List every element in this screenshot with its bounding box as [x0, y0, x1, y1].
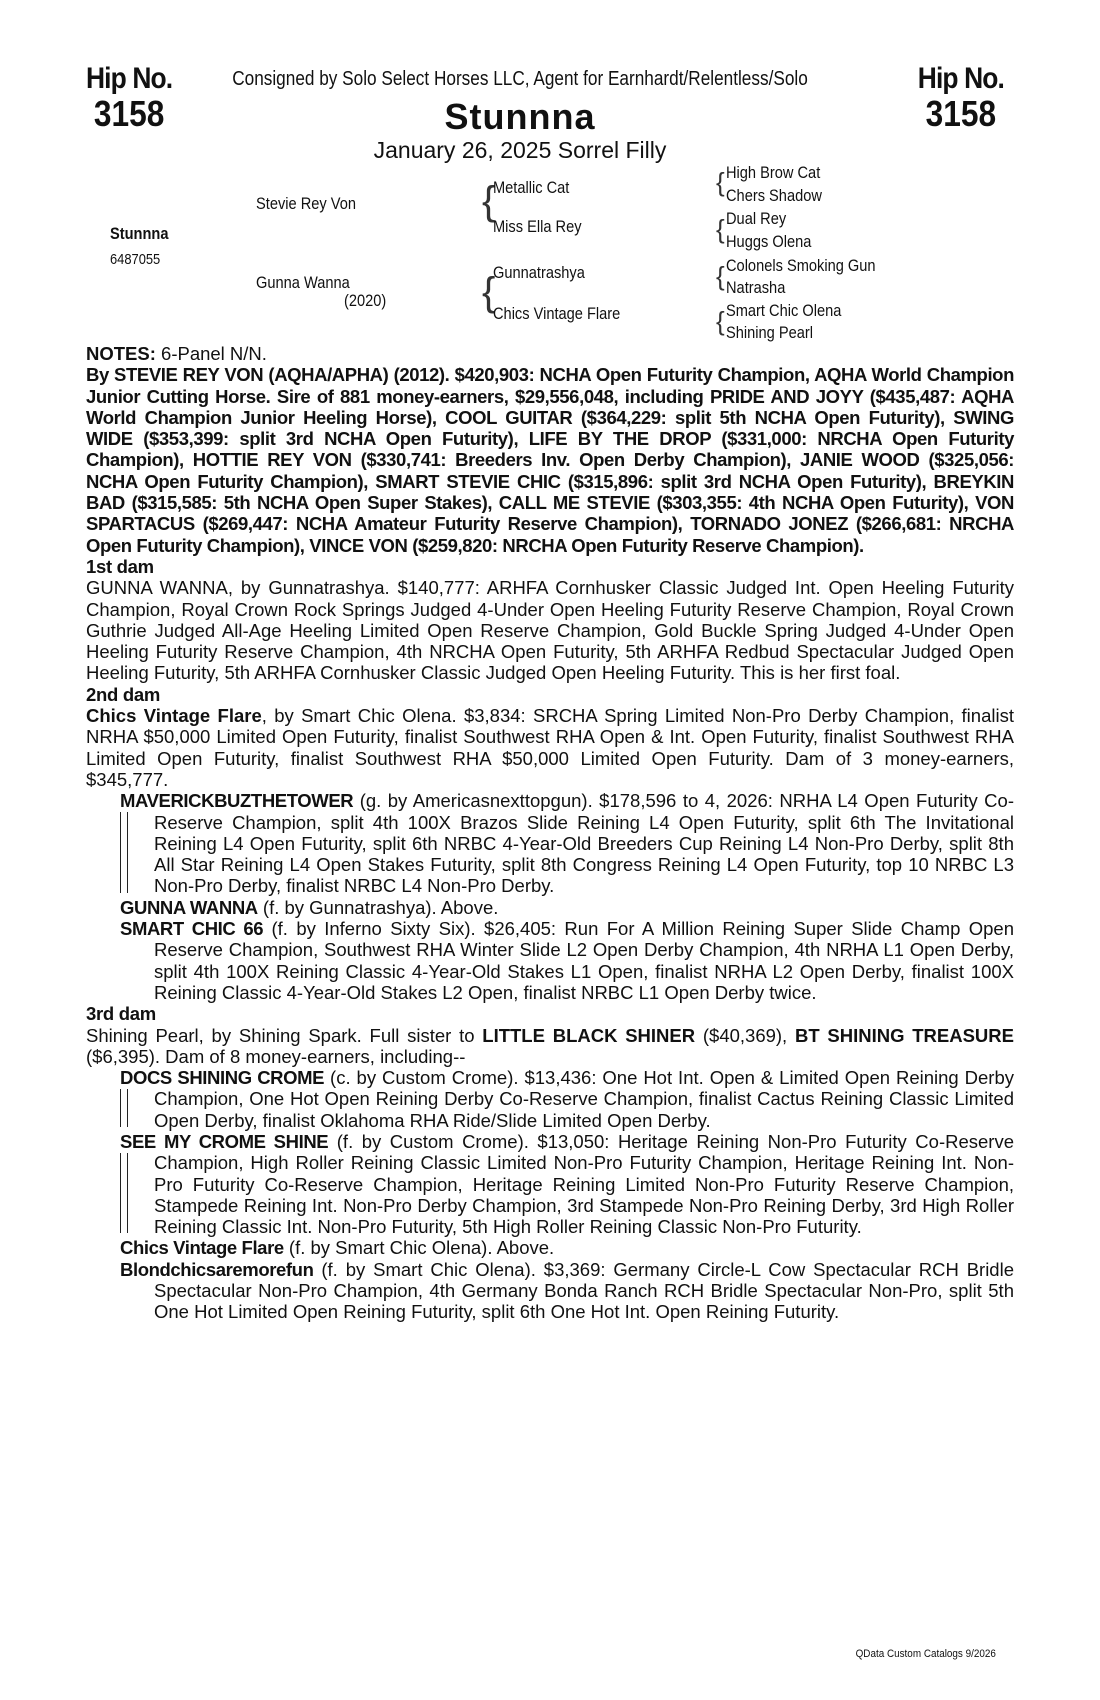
brace-icon: {: [482, 270, 496, 314]
produce-name: SEE MY CROME SHINE: [120, 1130, 329, 1152]
dam1-name: GUNNA WANNA: [86, 577, 228, 599]
produce-entry: [120, 1131, 1014, 1237]
dam2-paragraph: [86, 705, 1014, 790]
dam3-text: Shining Pearl, by Shining Spark. Full sister to: [86, 1024, 483, 1046]
produce-entry: [120, 918, 1014, 1003]
notes-label: NOTES:: [86, 343, 156, 364]
produce-text: (c. by Custom Crome). $13,436: One Hot Int. Open & Limited Open Reining Derby Champion, One Hot Open Reining Derby Co-Reserve Champion, finalist Cactus Reining Classic Limited Open Derby, finalist Oklahoma RHA Ride/Slide Limited Open Derby.: [154, 1067, 1014, 1131]
dam2-name: Chics Vintage Flare: [86, 705, 262, 727]
hip-number: 3158: [93, 93, 165, 134]
hip-label: Hip No.: [917, 62, 1004, 95]
horse-name-title: Stunnna: [444, 96, 596, 137]
stakes-bar-icon: [120, 1089, 128, 1127]
produce-name: Blondchicsaremorefun: [120, 1258, 314, 1280]
dam3-paragraph: [86, 1025, 1014, 1068]
dam3-sibling-name: LITTLE BLACK SHINER: [482, 1024, 696, 1046]
brace-icon: {: [716, 261, 725, 291]
brace-icon: {: [482, 179, 496, 223]
produce-entry: [120, 1259, 1014, 1323]
dam3-text: ($6,395). Dam of 8 money-earners, including--: [86, 1045, 466, 1067]
pedigree-g3: Dual Rey: [726, 209, 787, 228]
notes-line: [86, 343, 1014, 364]
produce-name: Chics Vintage Flare: [120, 1237, 284, 1259]
dam3-heading: 3rd dam: [86, 1003, 156, 1025]
dam3-sibling-name: BT SHINING TREASURE: [794, 1024, 1014, 1046]
pedigree-g4: Huggs Olena: [726, 232, 812, 251]
pedigree-g2: Chers Shadow: [726, 186, 822, 205]
produce-text: (f. by Custom Crome). $13,050: Heritage Reining Non-Pro Futurity Co-Reserve Champion, High Roller Reining Classic Limited Non-Pro Futurity Champion, Heritage Reining Int. Non-Pro Futurity Co-Reserve Champion, Heritage Reining Limited Non-Pro Futurity Reserve Champion, Stampede Reining Int. Non-Pro Derby Champion, 3rd Stampede Non-Pro Reining Derby, 3rd High Roller Reining Classic Int. Non-Pro Futurity, 5th High Roller Reining Classic Non-Pro Futurity.: [154, 1130, 1014, 1238]
dam2-heading: 2nd dam: [86, 683, 160, 705]
dam3-text: ($40,369),: [695, 1024, 795, 1046]
catalog-body: [86, 343, 1014, 1323]
produce-entry: [120, 1237, 1014, 1258]
pedigree-dam-dam: Chics Vintage Flare: [493, 304, 621, 323]
dam1-heading: 1st dam: [86, 555, 154, 577]
consignor-line: Consigned by Solo Select Horses LLC, Agent for Earnhardt/Relentless/Solo: [232, 68, 808, 90]
produce-text: (f. by Smart Chic Olena). $3,369: Germany Circle-L Cow Spectacular RCH Bridle Spectacular Non-Pro Champion, 4th Germany Bonda Ranch RCH Bridle Spectacular Non-Pro, split 5th One Hot Limited Open Reining Futurity, split 6th One Hot Int. Open Reining Futurity.: [154, 1258, 1014, 1323]
catalog-footer: QData Custom Catalogs 9/2026: [855, 1648, 996, 1660]
brace-icon: {: [716, 167, 725, 197]
pedigree-horse: Stunnna: [110, 224, 169, 243]
produce-name: DOCS SHINING CROME: [120, 1067, 325, 1089]
pedigree-reg-number: 6487055: [110, 251, 161, 268]
produce-text: (g. by Americasnexttopgun). $178,596 to 4, 2026: NRHA L4 Open Futurity Co-Reserve Champion, split 4th 100X Brazos Slide Reining L4 Open Futurity, split 6th The Invitational Reining L4 Open Futurity, split 6th NRBC 4-Year-Old Breeders Cup Reining L4 Non-Pro Derby, split 8th All Star Reining L4 Open Stakes Futurity, split 8th Congress Reining L4 Open Futurity, top 10 NRBC L3 Non-Pro Derby, finalist NRBC L4 Non-Pro Derby.: [154, 790, 1014, 897]
pedigree-g8: Shining Pearl: [726, 323, 813, 342]
produce-text: (f. by Smart Chic Olena). Above.: [283, 1237, 555, 1259]
pedigree-sire: Stevie Rey Von: [256, 194, 356, 213]
produce-name: SMART CHIC 66: [120, 918, 264, 940]
dam2-produce-list: [120, 790, 1014, 1003]
dam1-text: , by Gunnatrashya. $140,777: ARHFA Cornhusker Classic Judged Int. Open Heeling Futurity Champion, Royal Crown Rock Springs Judged 4-Under Open Heeling Futurity Reserve Champion, Royal Crown Guthrie Judged All-Age Heeling Limited Open Reserve Champion, Gold Buckle Spring Judged 4-Under Open Heeling Futurity Reserve Champion, 4th NRCHA Open Futurity, 5th ARHFA Redbud Spectacular Judged Open Heeling Futurity, 5th ARHFA Cornhusker Classic Judged Open Heeling Futurity. This is her first foal.: [86, 577, 1014, 684]
pedigree-dam-sire: Gunnatrashya: [493, 263, 585, 282]
produce-entry: [120, 790, 1014, 896]
pedigree-sire-dam: Miss Ella Rey: [493, 217, 582, 236]
hip-label: Hip No.: [86, 62, 173, 95]
stakes-bar-icon: [120, 812, 128, 892]
produce-name: MAVERICKBUZTHETOWER: [120, 790, 354, 812]
pedigree-g7: Smart Chic Olena: [726, 301, 842, 320]
pedigree-dam-year: (2020): [344, 291, 387, 310]
sire-summary: By STEVIE REY VON (AQHA/APHA) (2012). $420,903: NCHA Open Futurity Champion, AQHA World Champion Junior Cutting Horse. Sire of 881 money-earners, $29,556,048, including PRIDE AND JOYY ($435,487: AQHA World Champion Junior Heeling Horse), COOL GUITAR ($364,229: split 5th NCHA Open Futurity), SWING WIDE ($353,399: split 3rd NCHA Open Futurity), LIFE BY THE DROP ($331,000: NRCHA Open Futurity Champion), HOTTIE REY VON ($330,741: Breeders Inv. Open Derby Champion), JANIE WOOD ($325,056: NCHA Open Futurity Champion), SMART STEVIE CHIC ($315,896: split 3rd NCHA Open Futurity), BREYKIN BAD ($315,585: 5th NCHA Open Super Stakes), CALL ME STEVIE ($303,355: 4th NCHA Open Futurity), VON SPARTACUS ($269,447: NCHA Amateur Futurity Reserve Champion), TORNADO JONEZ ($266,681: NRCHA Open Futurity Champion), VINCE VON ($259,820: NRCHA Open Futurity Reserve Champion).: [86, 364, 1014, 556]
foaling-info: January 26, 2025 Sorrel Filly: [373, 137, 667, 163]
pedigree-g6: Natrasha: [726, 278, 786, 297]
produce-name: GUNNA WANNA: [120, 896, 258, 918]
brace-icon: {: [716, 214, 725, 244]
pedigree-g5: Colonels Smoking Gun: [726, 256, 876, 275]
hip-number: 3158: [925, 93, 997, 134]
stakes-bar-icon: [120, 1153, 128, 1233]
dam3-produce-list: [120, 1067, 1014, 1323]
dam2-text: , by Smart Chic Olena. $3,834: SRCHA Spring Limited Non-Pro Derby Champion, finalist NRHA $50,000 Limited Open Futurity, finalist Southwest RHA Open & Int. Open Futurity, finalist Southwest RHA Limited Open Futurity, finalist Southwest RHA $50,000 Limited Open Futurity. Dam of 3 money-earners, $345,777.: [86, 705, 1014, 790]
produce-entry: [120, 897, 1014, 918]
produce-text: (f. by Gunnatrashya). Above.: [257, 896, 499, 918]
produce-entry: [120, 1067, 1014, 1131]
dam1-paragraph: [86, 577, 1014, 683]
produce-text: (f. by Inferno Sixty Six). $26,405: Run For A Million Reining Super Slide Champ Open Reserve Champion, Southwest RHA Winter Slide L2 Open Derby Champion, 4th NRHA L1 Open Derby, split 4th 100X Reining Classic 4-Year-Old Stakes L1 Open, finalist NRHA L2 Open Derby, finalist 100X Reining Classic 4-Year-Old Stakes L2 Open, finalist NRBC L1 Open Derby twice.: [154, 918, 1014, 1003]
brace-icon: {: [716, 306, 725, 336]
pedigree-dam: Gunna Wanna: [256, 273, 350, 292]
pedigree-g1: High Brow Cat: [726, 163, 821, 182]
notes-text: 6-Panel N/N.: [161, 343, 267, 364]
pedigree-sire-sire: Metallic Cat: [493, 178, 570, 197]
